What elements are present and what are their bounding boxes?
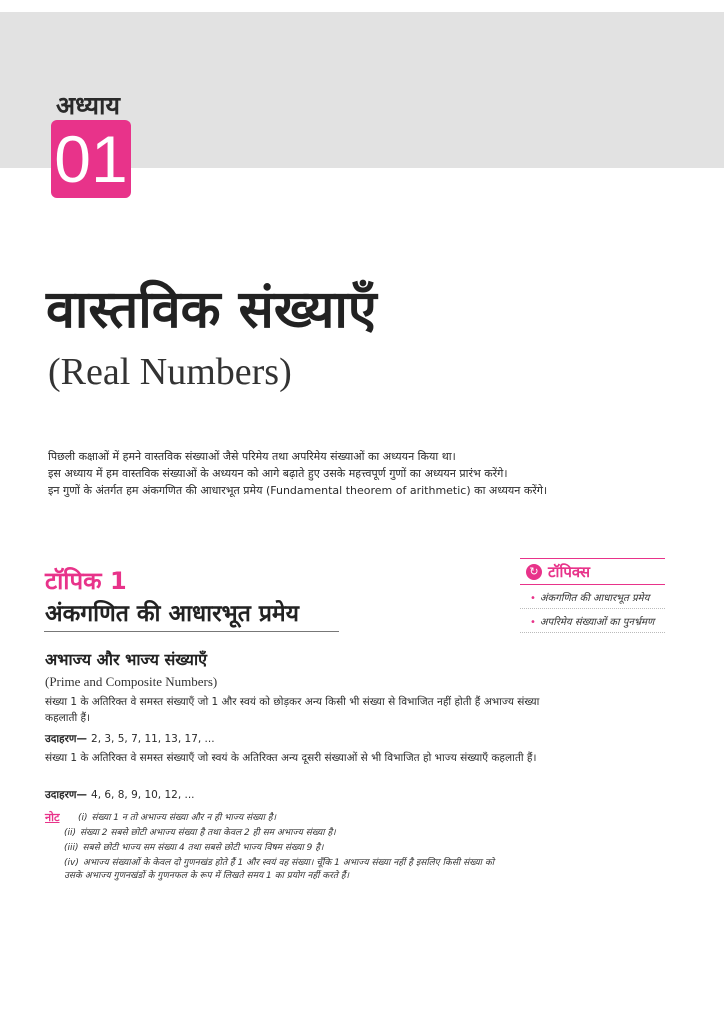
sidebar-topic-label: अपरिमेय संख्याओं का पुनर्भ्रमण (539, 617, 655, 628)
intro-line: इन गुणों के अंतर्गत हम अंकगणित की आधारभूत प्रमेय (Fundamental theorem of arithmetic) का अध्ययन करेंगे। (48, 484, 548, 497)
sidebar-topic-item[interactable] (520, 585, 665, 609)
sidebar-topic-label: अंकगणित की आधारभूत प्रमेय (539, 593, 650, 604)
sidebar-topic-item[interactable] (520, 609, 665, 633)
section-title: अभाज्य और भाज्य संख्याएँ (45, 650, 207, 669)
prime-definition: संख्या 1 के अतिरिक्त वे समस्त संख्याएँ जो 1 और स्वयं को छोड़कर अन्य किसी भी संख्या से विभाजित नहीं होती हैं अभाज्य संख्या कहलाती हैं। (45, 696, 540, 724)
note-item (64, 857, 504, 883)
sidebar-header (520, 559, 665, 584)
refresh-icon: ↻ (526, 564, 542, 580)
note-item (64, 842, 504, 855)
chapter-label: अध्याय (56, 91, 120, 120)
chapter-title-english: (Real Numbers) (48, 351, 292, 393)
note-number: (i) (78, 813, 88, 823)
intro-line: इस अध्याय में हम वास्तविक संख्याओं के अध्ययन को आगे बढ़ाते हुए उसके महत्त्वपूर्ण गुणों का अध्ययन प्रारंभ करेंगे। (48, 467, 508, 480)
note-text: संख्या 2 सबसे छोटी अभाज्य संख्या है तथा केवल 2 ही सम अभाज्य संख्या है। (80, 828, 336, 838)
note-item (78, 812, 518, 825)
bullet-icon: • (530, 617, 536, 628)
note-item (64, 827, 504, 840)
note-text: संख्या 1 न तो अभाज्य संख्या और न ही भाज्य संख्या है। (91, 813, 276, 823)
example-label: उदाहरण— (45, 733, 88, 745)
topic-title: अंकगणित की आधारभूत प्रमेय (45, 601, 299, 627)
note-number: (ii) (64, 828, 77, 838)
bullet-icon: • (530, 593, 536, 604)
topic-underline (44, 631, 339, 632)
composite-examples: 4, 6, 8, 9, 10, 12, ... (91, 789, 195, 801)
note-text: अभाज्य संख्याओं के केवल दो गुणनखंड होते हैं 1 और स्वयं वह संख्या। चूँकि 1 अभाज्य संख्या नहीं है इसलिए किसी संख्या को उसके अभाज्य गुणनखंडों के गुणनफल के रूप में लिखते समय 1 का प्रयोग नहीं करते हैं। (64, 858, 495, 881)
note-number: (iii) (64, 843, 79, 853)
note-label: नोट (45, 811, 60, 824)
section-subtitle: (Prime and Composite Numbers) (45, 674, 218, 689)
sidebar-title: टॉपिक्स (548, 563, 591, 581)
note-number: (iv) (64, 858, 79, 868)
prime-examples-line (45, 732, 215, 746)
composite-examples-line (45, 788, 195, 802)
topics-sidebar (520, 558, 665, 633)
intro-line: पिछली कक्षाओं में हमने वास्तविक संख्याओं जैसे परिमेय तथा अपरिमेय संख्याओं का अध्ययन किया था। (48, 450, 456, 463)
prime-examples: 2, 3, 5, 7, 11, 13, 17, ... (91, 733, 215, 745)
topic-label: टॉपिक 1 (45, 567, 127, 595)
example-label: उदाहरण— (45, 789, 88, 801)
chapter-number-badge: 01 (51, 120, 131, 198)
note-text: सबसे छोटी भाज्य सम संख्या 4 तथा सबसे छोटी भाज्य विषम संख्या 9 है। (82, 843, 324, 853)
intro-paragraph (48, 448, 564, 499)
composite-definition: संख्या 1 के अतिरिक्त वे समस्त संख्याएँ जो स्वयं के अतिरिक्त अन्य दूसरी संख्याओं से भी विभाजित हो भाज्य संख्याएँ कहलाती हैं। (45, 752, 537, 764)
chapter-title-hindi: वास्तविक संख्याएँ (46, 280, 377, 340)
